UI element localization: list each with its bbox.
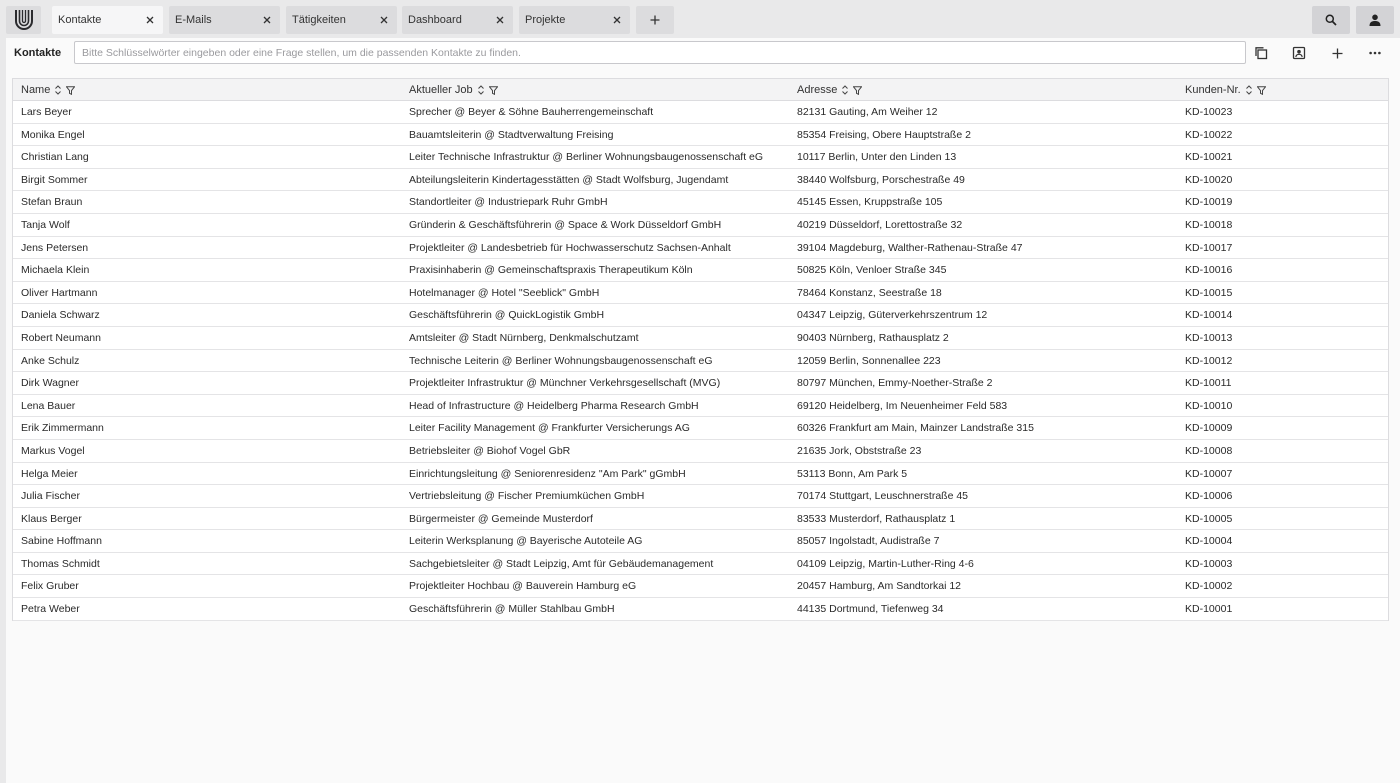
- cell-kunden-nr: KD-10010: [1185, 399, 1233, 412]
- cell-name: Michaela Klein: [21, 264, 90, 277]
- cell-name: Markus Vogel: [21, 444, 85, 457]
- column-header-label: Aktueller Job: [409, 84, 473, 96]
- filter-icon[interactable]: [853, 86, 862, 95]
- cell-adresse: 78464 Konstanz, Seestraße 18: [797, 286, 942, 299]
- table-row[interactable]: [13, 124, 1388, 147]
- contact-card-icon: [1292, 46, 1306, 60]
- cell-job: Gründerin & Geschäftsführerin @ Space & Work Düsseldorf GmbH: [409, 218, 722, 231]
- cell-kunden-nr: KD-10018: [1185, 218, 1233, 231]
- cell-job: Sachgebietsleiter @ Stadt Leipzig, Amt für Gebäudemanagement: [409, 557, 714, 570]
- cell-name: Oliver Hartmann: [21, 286, 98, 299]
- cell-adresse: 60326 Frankfurt am Main, Mainzer Landstraße 315: [797, 422, 1034, 435]
- cell-name: Christian Lang: [21, 151, 89, 164]
- tab-label: Kontakte: [58, 14, 102, 26]
- table-row[interactable]: [13, 463, 1388, 486]
- cell-adresse: 40219 Düsseldorf, Lorettostraße 32: [797, 218, 963, 231]
- user-profile-button[interactable]: [1356, 6, 1394, 34]
- table-row[interactable]: [13, 530, 1388, 553]
- tab-taetigkeiten[interactable]: [286, 6, 397, 34]
- cell-kunden-nr: KD-10012: [1185, 354, 1233, 367]
- add-tab-button[interactable]: [636, 6, 674, 34]
- cell-name: Stefan Braun: [21, 196, 83, 209]
- top-tab-bar: [0, 0, 1400, 38]
- cell-adresse: 39104 Magdeburg, Walther-Rathenau-Straße 47: [797, 241, 1023, 254]
- cell-kunden-nr: KD-10011: [1185, 377, 1232, 390]
- sort-icon[interactable]: [842, 85, 848, 95]
- tab-label: Projekte: [525, 14, 566, 26]
- cell-job: Amtsleiter @ Stadt Nürnberg, Denkmalschutzamt: [409, 331, 639, 344]
- cell-adresse: 45145 Essen, Kruppstraße 105: [797, 196, 943, 209]
- sort-icon[interactable]: [55, 85, 61, 95]
- table-row[interactable]: [13, 598, 1388, 621]
- close-icon[interactable]: [256, 9, 278, 31]
- cell-name: Daniela Schwarz: [21, 309, 100, 322]
- close-icon[interactable]: [606, 9, 628, 31]
- cell-job: Leiterin Werksplanung @ Bayerische Autoteile AG: [409, 535, 643, 548]
- cell-name: Robert Neumann: [21, 331, 101, 344]
- cell-job: Vertriebsleitung @ Fischer Premiumküchen GmbH: [409, 490, 645, 503]
- cell-adresse: 50825 Köln, Venloer Straße 345: [797, 264, 947, 277]
- cell-adresse: 69120 Heidelberg, Im Neuenheimer Feld 583: [797, 399, 1008, 412]
- cell-kunden-nr: KD-10002: [1185, 580, 1233, 593]
- search-icon: [1325, 14, 1337, 26]
- cell-kunden-nr: KD-10005: [1185, 512, 1233, 525]
- cell-kunden-nr: KD-10015: [1185, 286, 1233, 299]
- column-header-name[interactable]: [21, 79, 75, 101]
- cell-adresse: 21635 Jork, Obststraße 23: [797, 444, 922, 457]
- column-header-job[interactable]: [409, 79, 498, 101]
- cell-job: Leiter Technische Infrastruktur @ Berliner Wohnungsbaugenossenschaft eG: [409, 151, 764, 164]
- cell-kunden-nr: KD-10014: [1185, 309, 1233, 322]
- close-icon[interactable]: [373, 9, 395, 31]
- filter-icon[interactable]: [1257, 86, 1266, 95]
- cell-job: Geschäftsführerin @ QuickLogistik GmbH: [409, 309, 605, 322]
- cell-job: Praxisinhaberin @ Gemeinschaftspraxis Therapeutikum Köln: [409, 264, 693, 277]
- cell-kunden-nr: KD-10007: [1185, 467, 1233, 480]
- cell-adresse: 85057 Ingolstadt, Audistraße 7: [797, 535, 940, 548]
- table-row[interactable]: [13, 372, 1388, 395]
- close-icon[interactable]: [139, 9, 161, 31]
- table-row[interactable]: [13, 282, 1388, 305]
- copy-button[interactable]: [1249, 42, 1273, 64]
- cell-adresse: 10117 Berlin, Unter den Linden 13: [797, 151, 957, 164]
- cell-job: Standortleiter @ Industriepark Ruhr GmbH: [409, 196, 608, 209]
- cell-name: Thomas Schmidt: [21, 557, 100, 570]
- plus-icon: [650, 15, 660, 25]
- cell-job: Head of Infrastructure @ Heidelberg Pharma Research GmbH: [409, 399, 699, 412]
- cell-job: Betriebsleiter @ Biohof Vogel GbR: [409, 444, 571, 457]
- cell-adresse: 53113 Bonn, Am Park 5: [797, 467, 908, 480]
- contacts-table: [12, 78, 1389, 621]
- cell-adresse: 83533 Musterdorf, Rathausplatz 1: [797, 512, 956, 525]
- tab-e-mails[interactable]: [169, 6, 280, 34]
- table-row[interactable]: [13, 169, 1388, 192]
- cell-name: Erik Zimmermann: [21, 422, 104, 435]
- table-row[interactable]: [13, 417, 1388, 440]
- cell-kunden-nr: KD-10009: [1185, 422, 1233, 435]
- table-row[interactable]: [13, 440, 1388, 463]
- plus-icon: [1332, 48, 1343, 59]
- global-search-button[interactable]: [1312, 6, 1350, 34]
- table-body: [13, 101, 1388, 621]
- cell-kunden-nr: KD-10020: [1185, 173, 1233, 186]
- cell-kunden-nr: KD-10006: [1185, 490, 1233, 503]
- cell-kunden-nr: KD-10003: [1185, 557, 1233, 570]
- search-input[interactable]: [74, 41, 1246, 64]
- tab-dashboard[interactable]: [402, 6, 513, 34]
- sort-icon[interactable]: [478, 85, 484, 95]
- cell-adresse: 80797 München, Emmy-Noether-Straße 2: [797, 377, 993, 390]
- app-logo-icon[interactable]: [6, 6, 41, 34]
- cell-kunden-nr: KD-10023: [1185, 106, 1233, 118]
- table-row[interactable]: [13, 327, 1388, 350]
- table-row[interactable]: [13, 304, 1388, 327]
- filter-icon[interactable]: [489, 86, 498, 95]
- cell-name: Monika Engel: [21, 128, 85, 141]
- column-header-adresse[interactable]: [797, 79, 862, 101]
- filter-icon[interactable]: [66, 86, 75, 95]
- cell-job: Abteilungsleiterin Kindertagesstätten @ Stadt Wolfsburg, Jugendamt: [409, 173, 729, 186]
- cell-name: Jens Petersen: [21, 241, 89, 254]
- column-header-kunden-nr[interactable]: [1185, 79, 1266, 101]
- close-icon[interactable]: [489, 9, 511, 31]
- cell-kunden-nr: KD-10019: [1185, 196, 1233, 209]
- table-row[interactable]: [13, 575, 1388, 598]
- cell-kunden-nr: KD-10008: [1185, 444, 1233, 457]
- cell-adresse: 70174 Stuttgart, Leuschnerstraße 45: [797, 490, 969, 503]
- cell-kunden-nr: KD-10016: [1185, 264, 1233, 277]
- cell-kunden-nr: KD-10022: [1185, 128, 1233, 141]
- cell-job: Bauamtsleiterin @ Stadtverwaltung Freising: [409, 128, 614, 141]
- user-icon: [1369, 14, 1381, 26]
- cell-name: Anke Schulz: [21, 354, 80, 367]
- table-row[interactable]: [13, 553, 1388, 576]
- table-row[interactable]: [13, 508, 1388, 531]
- page-title: Kontakte: [14, 47, 62, 59]
- tab-kontakte[interactable]: [52, 6, 163, 34]
- cell-job: Technische Leiterin @ Berliner Wohnungsbaugenossenschaft eG: [409, 354, 713, 367]
- main-panel: [6, 38, 1400, 783]
- cell-job: Leiter Facility Management @ Frankfurter Versicherungs AG: [409, 422, 690, 435]
- cell-name: Klaus Berger: [21, 512, 82, 525]
- cell-adresse: 44135 Dortmund, Tiefenweg 34: [797, 603, 944, 616]
- cell-name: Julia Fischer: [21, 490, 80, 503]
- cell-job: Projektleiter Hochbau @ Bauverein Hamburg eG: [409, 580, 637, 593]
- table-row[interactable]: [13, 191, 1388, 214]
- cell-adresse: 85354 Freising, Obere Hauptstraße 2: [797, 128, 971, 141]
- cell-job: Sprecher @ Beyer & Söhne Bauherrengemeinschaft: [409, 106, 654, 118]
- cell-kunden-nr: KD-10017: [1185, 241, 1233, 254]
- add-contact-button[interactable]: [1325, 42, 1349, 64]
- copy-icon: [1254, 46, 1268, 60]
- cell-adresse: 12059 Berlin, Sonnenallee 223: [797, 354, 941, 367]
- column-header-label: Adresse: [797, 84, 838, 96]
- cell-name: Lars Beyer: [21, 106, 72, 118]
- cell-name: Birgit Sommer: [21, 173, 88, 186]
- sort-icon[interactable]: [1246, 85, 1252, 95]
- contact-card-button[interactable]: [1287, 42, 1311, 64]
- cell-adresse: 04347 Leipzig, Güterverkehrszentrum 12: [797, 309, 988, 322]
- cell-job: Hotelmanager @ Hotel "Seeblick" GmbH: [409, 286, 600, 299]
- table-row[interactable]: [13, 259, 1388, 282]
- tab-label: Dashboard: [408, 14, 462, 26]
- cell-adresse: 38440 Wolfsburg, Porschestraße 49: [797, 173, 965, 186]
- table-row[interactable]: [13, 101, 1388, 124]
- table-header: [13, 79, 1388, 101]
- cell-name: Dirk Wagner: [21, 377, 79, 390]
- table-row[interactable]: [13, 214, 1388, 237]
- toolbar: [6, 38, 1400, 68]
- cell-name: Lena Bauer: [21, 399, 76, 412]
- cell-name: Petra Weber: [21, 603, 80, 616]
- cell-job: Bürgermeister @ Gemeinde Musterdorf: [409, 512, 593, 525]
- more-horizontal-icon: [1369, 51, 1381, 55]
- table-row[interactable]: [13, 350, 1388, 373]
- column-header-label: Kunden-Nr.: [1185, 84, 1241, 96]
- column-header-label: Name: [21, 84, 51, 96]
- tab-label: Tätigkeiten: [292, 14, 346, 26]
- table-row[interactable]: [13, 485, 1388, 508]
- cell-name: Sabine Hoffmann: [21, 535, 102, 548]
- table-row[interactable]: [13, 237, 1388, 260]
- cell-job: Einrichtungsleitung @ Seniorenresidenz "Am Park" gGmbH: [409, 467, 686, 480]
- cell-job: Projektleiter @ Landesbetrieb für Hochwasserschutz Sachsen-Anhalt: [409, 241, 731, 254]
- cell-adresse: 20457 Hamburg, Am Sandtorkai 12: [797, 580, 962, 593]
- cell-name: Felix Gruber: [21, 580, 79, 593]
- cell-job: Geschäftsführerin @ Müller Stahlbau GmbH: [409, 603, 615, 616]
- table-row[interactable]: [13, 395, 1388, 418]
- cell-kunden-nr: KD-10013: [1185, 331, 1233, 344]
- cell-kunden-nr: KD-10004: [1185, 535, 1233, 548]
- tab-label: E-Mails: [175, 14, 212, 26]
- cell-adresse: 04109 Leipzig, Martin-Luther-Ring 4-6: [797, 557, 974, 570]
- tab-projekte[interactable]: [519, 6, 630, 34]
- more-options-button[interactable]: [1363, 42, 1387, 64]
- cell-job: Projektleiter Infrastruktur @ Münchner Verkehrsgesellschaft (MVG): [409, 377, 721, 390]
- cell-name: Tanja Wolf: [21, 218, 70, 231]
- cell-kunden-nr: KD-10001: [1185, 603, 1233, 616]
- table-row[interactable]: [13, 146, 1388, 169]
- cell-adresse: 90403 Nürnberg, Rathausplatz 2: [797, 331, 949, 344]
- cell-kunden-nr: KD-10021: [1185, 151, 1233, 164]
- cell-name: Helga Meier: [21, 467, 78, 480]
- cell-adresse: 82131 Gauting, Am Weiher 12: [797, 106, 938, 118]
